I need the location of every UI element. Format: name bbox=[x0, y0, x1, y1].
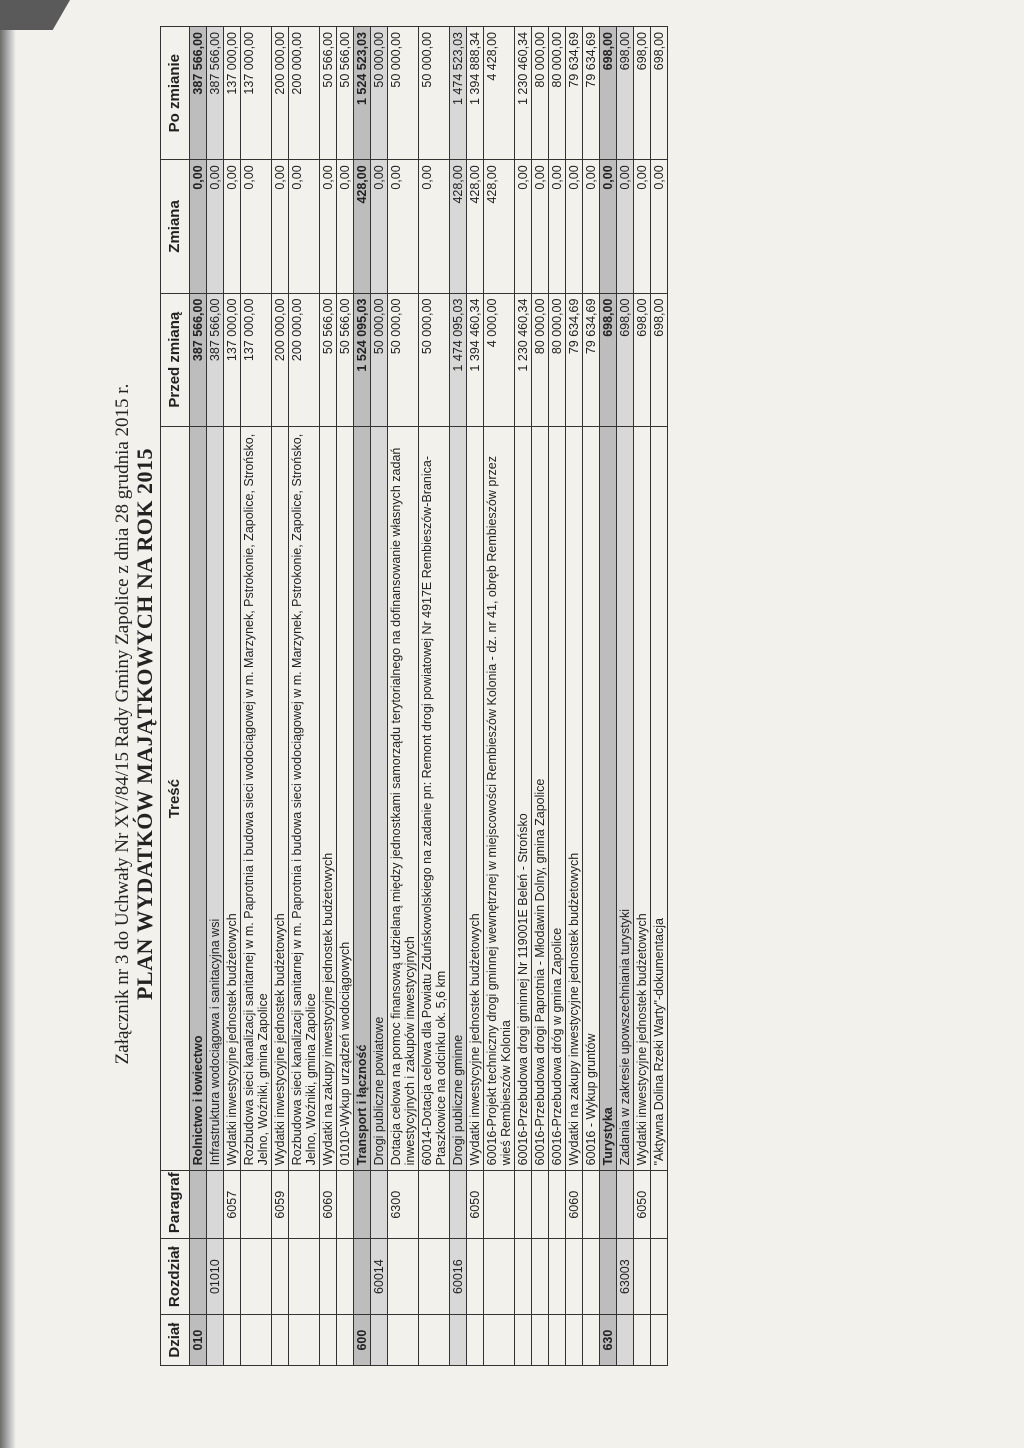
table-body bbox=[190, 27, 668, 1366]
cell-zmiana: 428,00 bbox=[467, 160, 484, 293]
cell-paragraf: 6059 bbox=[272, 1171, 289, 1239]
cell-przed: 200 000,00 bbox=[272, 293, 289, 426]
table-row bbox=[207, 27, 224, 1366]
cell-rozdzial bbox=[419, 1239, 450, 1315]
cell-po: 80 000,00 bbox=[549, 27, 566, 160]
cell-rozdzial bbox=[484, 1239, 515, 1315]
cell-przed: 698,00 bbox=[600, 293, 617, 426]
cell-tresc: Drogi publiczne powiatowe bbox=[371, 426, 388, 1171]
cell-po: 698,00 bbox=[651, 27, 668, 160]
cell-zmiana: 0,00 bbox=[651, 160, 668, 293]
col-po: Po zmianie bbox=[161, 27, 190, 160]
cell-zmiana: 0,00 bbox=[320, 160, 337, 293]
cell-tresc: Wydatki inwestycyjne jednostek budżetowych bbox=[272, 426, 289, 1171]
cell-paragraf bbox=[419, 1171, 450, 1239]
table-row bbox=[190, 27, 207, 1366]
cell-dzial bbox=[651, 1315, 668, 1366]
cell-tresc: 60016 - Wykup gruntów bbox=[583, 426, 600, 1171]
cell-po: 80 000,00 bbox=[532, 27, 549, 160]
table-row bbox=[515, 27, 532, 1366]
cell-po: 1 394 888,34 bbox=[467, 27, 484, 160]
table-row bbox=[651, 27, 668, 1366]
cell-tresc: 60016-Przebudowa drogi Paprotnia - Młodawin Dolny, gmina Zapolice bbox=[532, 426, 549, 1171]
cell-paragraf bbox=[484, 1171, 515, 1239]
cell-przed: 50 000,00 bbox=[388, 293, 419, 426]
cell-rozdzial bbox=[190, 1239, 207, 1315]
cell-zmiana: 0,00 bbox=[371, 160, 388, 293]
cell-tresc: Turystyka bbox=[600, 426, 617, 1171]
cell-przed: 50 000,00 bbox=[419, 293, 450, 426]
cell-dzial bbox=[272, 1315, 289, 1366]
table-row bbox=[337, 27, 354, 1366]
cell-tresc: Drogi publiczne gminne bbox=[450, 426, 467, 1171]
table-row bbox=[484, 27, 515, 1366]
cell-po: 79 634,69 bbox=[583, 27, 600, 160]
cell-przed: 698,00 bbox=[617, 293, 634, 426]
cell-po: 698,00 bbox=[600, 27, 617, 160]
table-row bbox=[289, 27, 320, 1366]
cell-paragraf bbox=[651, 1171, 668, 1239]
cell-tresc: 60016-Projekt techniczny drogi gminnej wewnętrznej w miejscowości Rembieszów Kolonia - dz. nr 41, obręb Rembieszów przez wieś Rembieszów Kolonia bbox=[484, 426, 515, 1171]
cell-tresc: 60016-Przebudowa dróg w gmina Zapolice bbox=[549, 426, 566, 1171]
cell-zmiana: 0,00 bbox=[272, 160, 289, 293]
cell-przed: 698,00 bbox=[634, 293, 651, 426]
cell-dzial bbox=[388, 1315, 419, 1366]
col-paragraf: Paragraf bbox=[161, 1171, 190, 1239]
cell-rozdzial bbox=[583, 1239, 600, 1315]
cell-paragraf: 6050 bbox=[467, 1171, 484, 1239]
cell-dzial bbox=[515, 1315, 532, 1366]
cell-dzial bbox=[450, 1315, 467, 1366]
cell-przed: 1 524 095,03 bbox=[354, 293, 371, 426]
cell-dzial bbox=[241, 1315, 272, 1366]
cell-dzial bbox=[549, 1315, 566, 1366]
cell-po: 698,00 bbox=[617, 27, 634, 160]
cell-dzial bbox=[617, 1315, 634, 1366]
cell-rozdzial bbox=[467, 1239, 484, 1315]
cell-tresc: "Aktywna Dolina Rzeki Warty"-dokumentacja bbox=[651, 426, 668, 1171]
table-row bbox=[419, 27, 450, 1366]
table-row bbox=[388, 27, 419, 1366]
cell-rozdzial: 01010 bbox=[207, 1239, 224, 1315]
cell-tresc: Wydatki na zakupy inwestycyjne jednostek budżetowych bbox=[566, 426, 583, 1171]
cell-zmiana: 0,00 bbox=[515, 160, 532, 293]
cell-paragraf bbox=[337, 1171, 354, 1239]
cell-zmiana: 0,00 bbox=[190, 160, 207, 293]
cell-zmiana: 0,00 bbox=[583, 160, 600, 293]
table-header-row bbox=[161, 27, 190, 1366]
cell-paragraf bbox=[241, 1171, 272, 1239]
cell-dzial bbox=[207, 1315, 224, 1366]
document-title: PLAN WYDATKÓW MAJĄTKOWYCH NA ROK 2015 bbox=[132, 447, 157, 1001]
cell-przed: 137 000,00 bbox=[241, 293, 272, 426]
cell-przed: 387 566,00 bbox=[207, 293, 224, 426]
cell-dzial bbox=[224, 1315, 241, 1366]
table-row bbox=[450, 27, 467, 1366]
cell-rozdzial bbox=[515, 1239, 532, 1315]
table-row bbox=[600, 27, 617, 1366]
col-tresc: Treść bbox=[161, 426, 190, 1171]
cell-zmiana: 0,00 bbox=[241, 160, 272, 293]
cell-po: 79 634,69 bbox=[566, 27, 583, 160]
cell-po: 50 000,00 bbox=[419, 27, 450, 160]
cell-po: 137 000,00 bbox=[224, 27, 241, 160]
cell-zmiana: 0,00 bbox=[419, 160, 450, 293]
cell-rozdzial bbox=[532, 1239, 549, 1315]
table-row bbox=[224, 27, 241, 1366]
cell-przed: 80 000,00 bbox=[532, 293, 549, 426]
cell-zmiana: 0,00 bbox=[600, 160, 617, 293]
cell-przed: 50 566,00 bbox=[337, 293, 354, 426]
cell-dzial bbox=[484, 1315, 515, 1366]
cell-po: 1 474 523,03 bbox=[450, 27, 467, 160]
cell-paragraf: 6050 bbox=[634, 1171, 651, 1239]
cell-tresc: Rozbudowa sieci kanalizacji sanitarnej w m. Paprotnia i budowa sieci wodociągowej w m. Marzynek, Pstrokonie, Zapolice, Strońsko, Jelno, Woźniki, gmina Zapolice bbox=[241, 426, 272, 1171]
cell-po: 50 566,00 bbox=[337, 27, 354, 160]
cell-dzial: 600 bbox=[354, 1315, 371, 1366]
cell-przed: 1 394 460,34 bbox=[467, 293, 484, 426]
cell-rozdzial bbox=[651, 1239, 668, 1315]
cell-dzial bbox=[634, 1315, 651, 1366]
cell-dzial bbox=[419, 1315, 450, 1366]
cell-po: 137 000,00 bbox=[241, 27, 272, 160]
cell-zmiana: 0,00 bbox=[337, 160, 354, 293]
cell-przed: 387 566,00 bbox=[190, 293, 207, 426]
cell-rozdzial: 60014 bbox=[371, 1239, 388, 1315]
cell-paragraf bbox=[549, 1171, 566, 1239]
table-row bbox=[583, 27, 600, 1366]
cell-paragraf bbox=[450, 1171, 467, 1239]
cell-tresc: 01010-Wykup urządzeń wodociągowych bbox=[337, 426, 354, 1171]
cell-przed: 137 000,00 bbox=[224, 293, 241, 426]
cell-dzial bbox=[566, 1315, 583, 1366]
table-row bbox=[272, 27, 289, 1366]
cell-zmiana: 0,00 bbox=[207, 160, 224, 293]
table-row bbox=[617, 27, 634, 1366]
cell-przed: 1 230 460,34 bbox=[515, 293, 532, 426]
cell-przed: 698,00 bbox=[651, 293, 668, 426]
table-row bbox=[354, 27, 371, 1366]
cell-przed: 79 634,69 bbox=[583, 293, 600, 426]
cell-zmiana: 428,00 bbox=[484, 160, 515, 293]
cell-rozdzial bbox=[289, 1239, 320, 1315]
cell-tresc: 60016-Przebudowa drogi gminnej Nr 119001E Beleń - Strońsko bbox=[515, 426, 532, 1171]
cell-zmiana: 0,00 bbox=[549, 160, 566, 293]
cell-rozdzial bbox=[241, 1239, 272, 1315]
table-row bbox=[634, 27, 651, 1366]
cell-tresc: Rozbudowa sieci kanalizacji sanitarnej w m. Paprotnia i budowa sieci wodociągowej w m. Marzynek, Pstrokonie, Zapolice, Strońsko, Jelno, Woźniki, gmina Zapolice bbox=[289, 426, 320, 1171]
cell-tresc: Wydatki inwestycyjne jednostek budżetowych bbox=[467, 426, 484, 1171]
cell-zmiana: 0,00 bbox=[224, 160, 241, 293]
cell-tresc: Infrastruktura wodociągowa i sanitacyjna wsi bbox=[207, 426, 224, 1171]
cell-paragraf bbox=[583, 1171, 600, 1239]
cell-paragraf bbox=[371, 1171, 388, 1239]
cell-rozdzial: 60016 bbox=[450, 1239, 467, 1315]
cell-po: 1 230 460,34 bbox=[515, 27, 532, 160]
cell-zmiana: 0,00 bbox=[566, 160, 583, 293]
cell-paragraf: 6057 bbox=[224, 1171, 241, 1239]
cell-zmiana: 0,00 bbox=[617, 160, 634, 293]
cell-tresc: Wydatki inwestycyjne jednostek budżetowych bbox=[634, 426, 651, 1171]
table-row bbox=[371, 27, 388, 1366]
cell-paragraf bbox=[532, 1171, 549, 1239]
cell-tresc: Wydatki inwestycyjne jednostek budżetowych bbox=[224, 426, 241, 1171]
cell-po: 200 000,00 bbox=[272, 27, 289, 160]
cell-zmiana: 428,00 bbox=[354, 160, 371, 293]
cell-przed: 4 000,00 bbox=[484, 293, 515, 426]
cell-tresc: Dotacja celowa na pomoc finansową udzielaną między jednostkami samorządu terytorialnego na dofinansowanie własnych zadań inwestycyjnych i zakupów inwestycyjnych bbox=[388, 426, 419, 1171]
table-row bbox=[320, 27, 337, 1366]
cell-zmiana: 0,00 bbox=[532, 160, 549, 293]
cell-paragraf bbox=[207, 1171, 224, 1239]
cell-rozdzial bbox=[272, 1239, 289, 1315]
cell-rozdzial bbox=[388, 1239, 419, 1315]
title-block bbox=[112, 0, 158, 1448]
cell-rozdzial bbox=[337, 1239, 354, 1315]
col-dzial: Dział bbox=[161, 1315, 190, 1366]
cell-paragraf bbox=[354, 1171, 371, 1239]
cell-tresc: Rolnictwo i łowiectwo bbox=[190, 426, 207, 1171]
cell-zmiana: 428,00 bbox=[450, 160, 467, 293]
cell-przed: 1 474 095,03 bbox=[450, 293, 467, 426]
cell-paragraf bbox=[600, 1171, 617, 1239]
cell-rozdzial: 63003 bbox=[617, 1239, 634, 1315]
cell-rozdzial bbox=[600, 1239, 617, 1315]
cell-po: 1 524 523,03 bbox=[354, 27, 371, 160]
cell-przed: 50 566,00 bbox=[320, 293, 337, 426]
cell-rozdzial bbox=[634, 1239, 651, 1315]
cell-po: 50 000,00 bbox=[388, 27, 419, 160]
col-zmiana: Zmiana bbox=[161, 160, 190, 293]
cell-dzial bbox=[371, 1315, 388, 1366]
cell-rozdzial bbox=[566, 1239, 583, 1315]
cell-dzial bbox=[467, 1315, 484, 1366]
table-row bbox=[566, 27, 583, 1366]
cell-paragraf bbox=[289, 1171, 320, 1239]
cell-rozdzial bbox=[354, 1239, 371, 1315]
cell-zmiana: 0,00 bbox=[388, 160, 419, 293]
cell-paragraf: 6060 bbox=[320, 1171, 337, 1239]
cell-paragraf: 6060 bbox=[566, 1171, 583, 1239]
cell-przed: 200 000,00 bbox=[289, 293, 320, 426]
cell-tresc: Transport i łączność bbox=[354, 426, 371, 1171]
cell-dzial bbox=[289, 1315, 320, 1366]
cell-po: 4 428,00 bbox=[484, 27, 515, 160]
table-row bbox=[549, 27, 566, 1366]
cell-paragraf bbox=[617, 1171, 634, 1239]
cell-przed: 79 634,69 bbox=[566, 293, 583, 426]
cell-tresc: Wydatki na zakupy inwestycyjne jednostek budżetowych bbox=[320, 426, 337, 1171]
cell-dzial bbox=[320, 1315, 337, 1366]
cell-zmiana: 0,00 bbox=[289, 160, 320, 293]
cell-zmiana: 0,00 bbox=[634, 160, 651, 293]
cell-dzial bbox=[337, 1315, 354, 1366]
cell-przed: 80 000,00 bbox=[549, 293, 566, 426]
cell-po: 200 000,00 bbox=[289, 27, 320, 160]
cell-paragraf bbox=[190, 1171, 207, 1239]
cell-paragraf: 6300 bbox=[388, 1171, 419, 1239]
cell-po: 698,00 bbox=[634, 27, 651, 160]
col-przed: Przed zmianą bbox=[161, 293, 190, 426]
cell-rozdzial bbox=[320, 1239, 337, 1315]
cell-dzial bbox=[532, 1315, 549, 1366]
table-row bbox=[532, 27, 549, 1366]
cell-po: 387 566,00 bbox=[190, 27, 207, 160]
cell-po: 50 000,00 bbox=[371, 27, 388, 160]
expenditure-table bbox=[160, 26, 668, 1366]
cell-dzial: 630 bbox=[600, 1315, 617, 1366]
cell-przed: 50 000,00 bbox=[371, 293, 388, 426]
cell-tresc: Zadania w zakresie upowszechniania turystyki bbox=[617, 426, 634, 1171]
document-subtitle: Załącznik nr 3 do Uchwały Nr XV/84/15 Rady Gminy Zapolice z dnia 28 grudnia 2015 r. bbox=[112, 383, 133, 1065]
cell-rozdzial bbox=[224, 1239, 241, 1315]
cell-po: 387 566,00 bbox=[207, 27, 224, 160]
table-row bbox=[241, 27, 272, 1366]
table-row bbox=[467, 27, 484, 1366]
cell-dzial bbox=[583, 1315, 600, 1366]
cell-tresc: 60014-Dotacja celowa dla Powiatu Zduńskowolskiego na zadanie pn: Remont drogi powiatowej Nr 4917E Rembieszów-Branica-Ptaszkowice na odcinku ok. 5,6 km bbox=[419, 426, 450, 1171]
col-rozdzial: Rozdział bbox=[161, 1239, 190, 1315]
cell-dzial: 010 bbox=[190, 1315, 207, 1366]
cell-rozdzial bbox=[549, 1239, 566, 1315]
cell-paragraf bbox=[515, 1171, 532, 1239]
cell-po: 50 566,00 bbox=[320, 27, 337, 160]
